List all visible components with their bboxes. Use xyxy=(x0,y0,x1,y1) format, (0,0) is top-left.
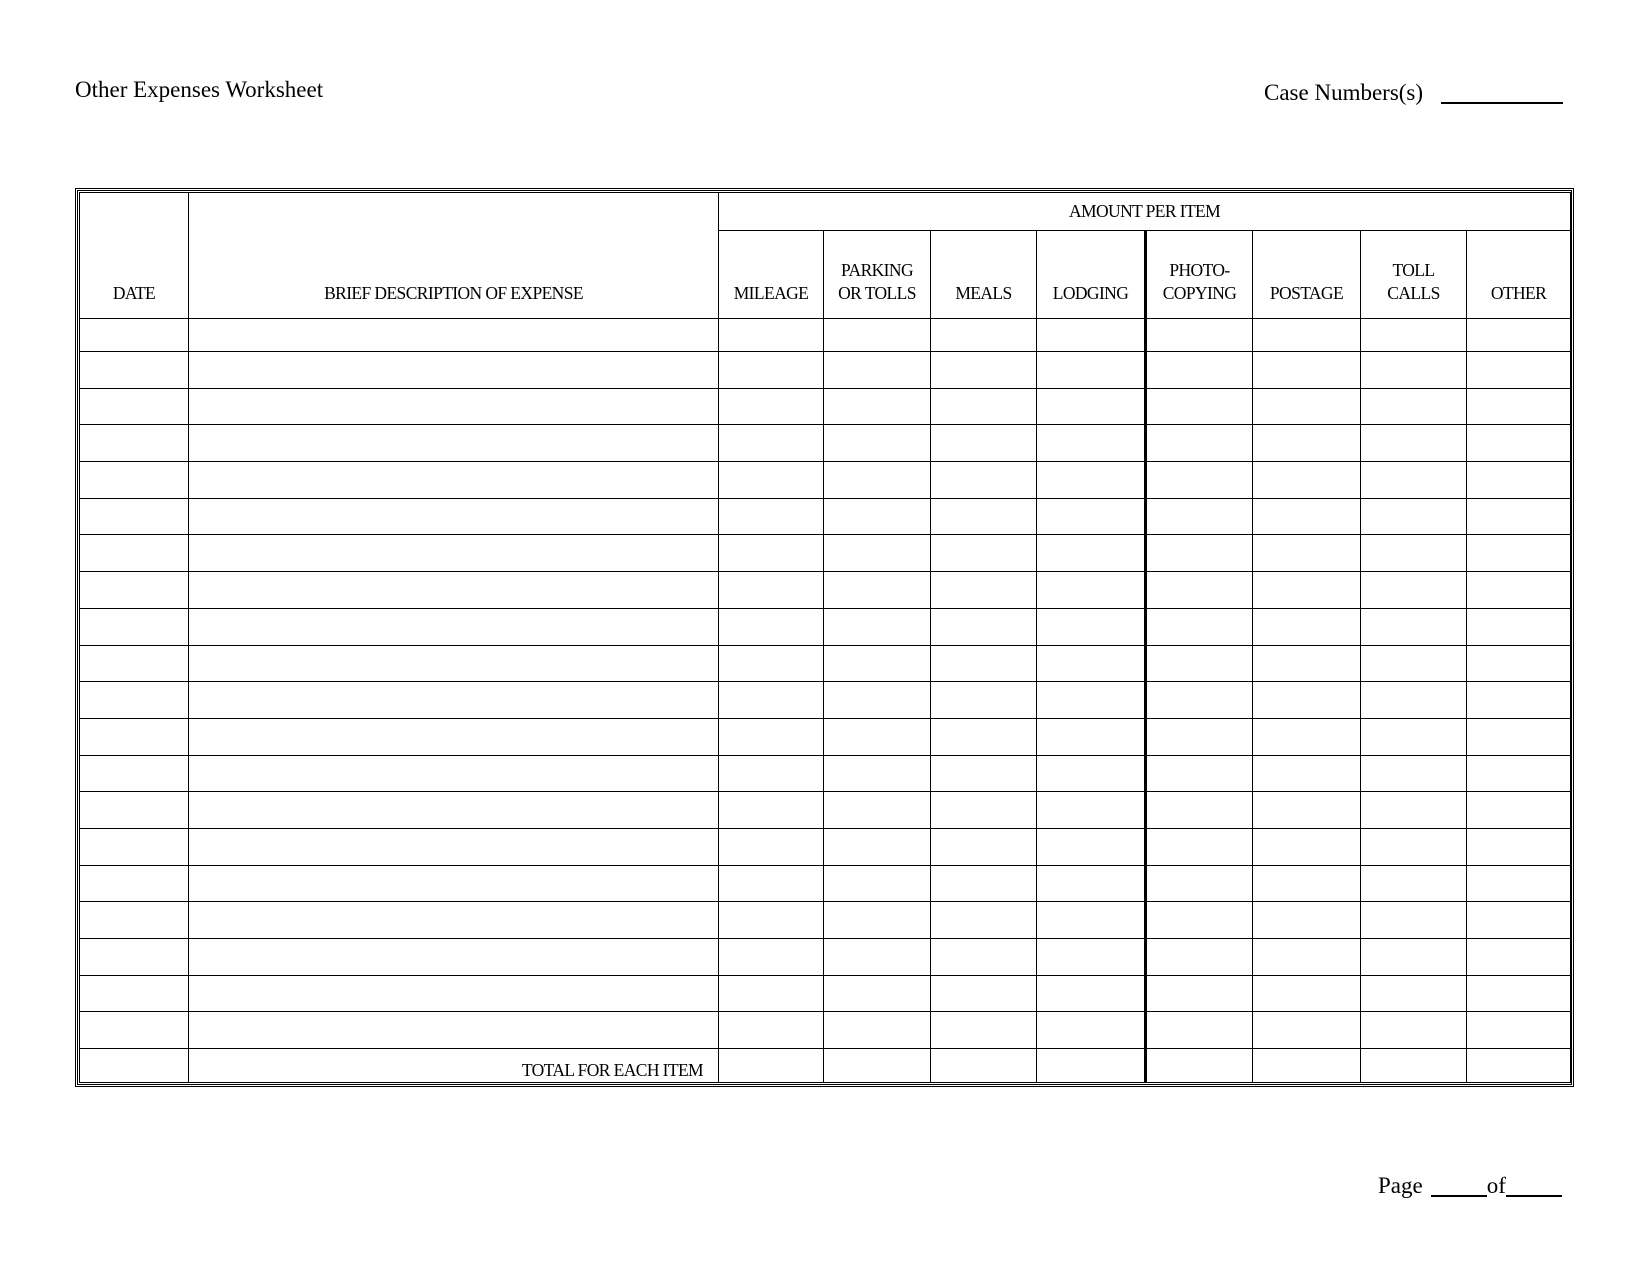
page-number-blank[interactable] xyxy=(1431,1173,1487,1197)
photocopying-cell[interactable] xyxy=(1146,755,1253,792)
total-other-cell[interactable] xyxy=(1467,1049,1571,1083)
other-cell[interactable] xyxy=(1467,939,1571,976)
date-cell[interactable] xyxy=(80,718,189,755)
other-cell[interactable] xyxy=(1467,718,1571,755)
description-cell[interactable] xyxy=(189,462,719,499)
date-cell[interactable] xyxy=(80,572,189,609)
description-cell[interactable] xyxy=(189,792,719,829)
meals-cell[interactable] xyxy=(931,498,1037,535)
other-cell[interactable] xyxy=(1467,755,1571,792)
toll-calls-cell[interactable] xyxy=(1361,319,1467,352)
total-parking-cell[interactable] xyxy=(824,1049,931,1083)
toll-calls-cell[interactable] xyxy=(1361,608,1467,645)
photocopying-cell[interactable] xyxy=(1146,1012,1253,1049)
lodging-cell[interactable] xyxy=(1037,792,1146,829)
lodging-cell[interactable] xyxy=(1037,939,1146,976)
toll-calls-cell[interactable] xyxy=(1361,535,1467,572)
other-cell[interactable] xyxy=(1467,792,1571,829)
description-cell[interactable] xyxy=(189,388,719,425)
postage-cell[interactable] xyxy=(1253,572,1361,609)
meals-cell[interactable] xyxy=(931,865,1037,902)
mileage-cell[interactable] xyxy=(719,828,824,865)
date-cell[interactable] xyxy=(80,975,189,1012)
parking-tolls-cell[interactable] xyxy=(824,608,931,645)
meals-cell[interactable] xyxy=(931,352,1037,389)
toll-calls-cell[interactable] xyxy=(1361,792,1467,829)
lodging-cell[interactable] xyxy=(1037,645,1146,682)
other-cell[interactable] xyxy=(1467,828,1571,865)
lodging-cell[interactable] xyxy=(1037,535,1146,572)
table-row xyxy=(80,608,1571,645)
expense-table xyxy=(79,192,1571,1083)
photocopying-cell[interactable] xyxy=(1146,645,1253,682)
lodging-cell[interactable] xyxy=(1037,718,1146,755)
meals-cell[interactable] xyxy=(931,572,1037,609)
table-body xyxy=(80,319,1571,1049)
parking-tolls-cell[interactable] xyxy=(824,902,931,939)
meals-cell[interactable] xyxy=(931,425,1037,462)
header-meals: MEALS xyxy=(931,230,1037,319)
description-cell[interactable] xyxy=(189,535,719,572)
table-row xyxy=(80,792,1571,829)
photocopying-cell[interactable] xyxy=(1146,975,1253,1012)
mileage-cell[interactable] xyxy=(719,865,824,902)
header-lodging: LODGING xyxy=(1037,230,1146,319)
page-number-field xyxy=(1378,1173,1562,1197)
total-meals-cell[interactable] xyxy=(931,1049,1037,1083)
description-cell[interactable] xyxy=(189,939,719,976)
date-cell[interactable] xyxy=(80,682,189,719)
parking-tolls-cell[interactable] xyxy=(824,939,931,976)
postage-cell[interactable] xyxy=(1253,535,1361,572)
description-cell[interactable] xyxy=(189,425,719,462)
toll-calls-cell[interactable] xyxy=(1361,939,1467,976)
table-row xyxy=(80,682,1571,719)
photocopying-cell[interactable] xyxy=(1146,865,1253,902)
photocopying-cell[interactable] xyxy=(1146,608,1253,645)
toll-calls-cell[interactable] xyxy=(1361,425,1467,462)
meals-cell[interactable] xyxy=(931,608,1037,645)
toll-calls-cell[interactable] xyxy=(1361,645,1467,682)
postage-cell[interactable] xyxy=(1253,718,1361,755)
postage-cell[interactable] xyxy=(1253,462,1361,499)
photocopying-cell[interactable] xyxy=(1146,498,1253,535)
mileage-cell[interactable] xyxy=(719,425,824,462)
parking-tolls-cell[interactable] xyxy=(824,319,931,352)
postage-cell[interactable] xyxy=(1253,352,1361,389)
postage-cell[interactable] xyxy=(1253,388,1361,425)
meals-cell[interactable] xyxy=(931,682,1037,719)
meals-cell[interactable] xyxy=(931,388,1037,425)
mileage-cell[interactable] xyxy=(719,498,824,535)
meals-cell[interactable] xyxy=(931,1012,1037,1049)
case-number-blank[interactable] xyxy=(1441,78,1563,104)
mileage-cell[interactable] xyxy=(719,718,824,755)
case-number-field xyxy=(1264,78,1563,104)
other-cell[interactable] xyxy=(1467,535,1571,572)
date-cell[interactable] xyxy=(80,792,189,829)
table-row xyxy=(80,425,1571,462)
other-cell[interactable] xyxy=(1467,462,1571,499)
postage-cell[interactable] xyxy=(1253,939,1361,976)
other-cell[interactable] xyxy=(1467,865,1571,902)
description-cell[interactable] xyxy=(189,645,719,682)
total-lodging-cell[interactable] xyxy=(1037,1049,1146,1083)
total-postage-cell[interactable] xyxy=(1253,1049,1361,1083)
table-row xyxy=(80,828,1571,865)
mileage-cell[interactable] xyxy=(719,462,824,499)
date-cell[interactable] xyxy=(80,425,189,462)
description-cell[interactable] xyxy=(189,682,719,719)
meals-cell[interactable] xyxy=(931,939,1037,976)
postage-cell[interactable] xyxy=(1253,865,1361,902)
photocopying-cell[interactable] xyxy=(1146,902,1253,939)
lodging-cell[interactable] xyxy=(1037,352,1146,389)
header-other: OTHER xyxy=(1467,230,1571,319)
parking-tolls-cell[interactable] xyxy=(824,865,931,902)
description-cell[interactable] xyxy=(189,718,719,755)
mileage-cell[interactable] xyxy=(719,608,824,645)
parking-tolls-cell[interactable] xyxy=(824,352,931,389)
other-cell[interactable] xyxy=(1467,608,1571,645)
parking-tolls-cell[interactable] xyxy=(824,388,931,425)
table-row xyxy=(80,645,1571,682)
date-cell[interactable] xyxy=(80,535,189,572)
lodging-cell[interactable] xyxy=(1037,388,1146,425)
date-cell[interactable] xyxy=(80,462,189,499)
other-cell[interactable] xyxy=(1467,425,1571,462)
toll-calls-cell[interactable] xyxy=(1361,462,1467,499)
parking-tolls-cell[interactable] xyxy=(824,975,931,1012)
mileage-cell[interactable] xyxy=(719,939,824,976)
lodging-cell[interactable] xyxy=(1037,975,1146,1012)
total-label: TOTAL FOR EACH ITEM xyxy=(189,1049,719,1083)
toll-calls-cell[interactable] xyxy=(1361,682,1467,719)
toll-calls-cell[interactable] xyxy=(1361,498,1467,535)
toll-calls-cell[interactable] xyxy=(1361,352,1467,389)
table-row xyxy=(80,1012,1571,1049)
lodging-cell[interactable] xyxy=(1037,319,1146,352)
photocopying-cell[interactable] xyxy=(1146,828,1253,865)
description-cell[interactable] xyxy=(189,572,719,609)
photocopying-cell[interactable] xyxy=(1146,572,1253,609)
other-cell[interactable] xyxy=(1467,682,1571,719)
header-description: BRIEF DESCRIPTION OF EXPENSE xyxy=(189,193,719,319)
other-cell[interactable] xyxy=(1467,1012,1571,1049)
table-row xyxy=(80,865,1571,902)
of-label: of xyxy=(1486,1173,1506,1198)
lodging-cell[interactable] xyxy=(1037,608,1146,645)
toll-calls-cell[interactable] xyxy=(1361,975,1467,1012)
date-cell[interactable] xyxy=(80,1012,189,1049)
description-cell[interactable] xyxy=(189,1012,719,1049)
description-cell[interactable] xyxy=(189,975,719,1012)
meals-cell[interactable] xyxy=(931,462,1037,499)
other-cell[interactable] xyxy=(1467,498,1571,535)
mileage-cell[interactable] xyxy=(719,319,824,352)
other-cell[interactable] xyxy=(1467,902,1571,939)
description-cell[interactable] xyxy=(189,498,719,535)
postage-cell[interactable] xyxy=(1253,828,1361,865)
postage-cell[interactable] xyxy=(1253,319,1361,352)
photocopying-cell[interactable] xyxy=(1146,425,1253,462)
meals-cell[interactable] xyxy=(931,975,1037,1012)
total-photocopying-cell[interactable] xyxy=(1146,1049,1253,1083)
mileage-cell[interactable] xyxy=(719,352,824,389)
date-cell[interactable] xyxy=(80,939,189,976)
header-parking-tolls: PARKING OR TOLLS xyxy=(824,230,931,319)
parking-tolls-cell[interactable] xyxy=(824,755,931,792)
parking-tolls-cell[interactable] xyxy=(824,535,931,572)
case-number-label: Case Numbers(s) xyxy=(1264,80,1424,105)
parking-tolls-cell[interactable] xyxy=(824,462,931,499)
mileage-cell[interactable] xyxy=(719,755,824,792)
header-amount-per-item: AMOUNT PER ITEM xyxy=(719,193,1571,231)
parking-tolls-cell[interactable] xyxy=(824,572,931,609)
meals-cell[interactable] xyxy=(931,645,1037,682)
page-label: Page xyxy=(1378,1173,1423,1198)
toll-calls-cell[interactable] xyxy=(1361,572,1467,609)
other-cell[interactable] xyxy=(1467,572,1571,609)
description-cell[interactable] xyxy=(189,902,719,939)
table-row xyxy=(80,352,1571,389)
description-cell[interactable] xyxy=(189,319,719,352)
parking-tolls-cell[interactable] xyxy=(824,645,931,682)
description-cell[interactable] xyxy=(189,828,719,865)
meals-cell[interactable] xyxy=(931,319,1037,352)
meals-cell[interactable] xyxy=(931,755,1037,792)
other-cell[interactable] xyxy=(1467,352,1571,389)
header-toll-calls: TOLL CALLS xyxy=(1361,230,1467,319)
lodging-cell[interactable] xyxy=(1037,498,1146,535)
table-row xyxy=(80,939,1571,976)
toll-calls-cell[interactable] xyxy=(1361,1012,1467,1049)
lodging-cell[interactable] xyxy=(1037,462,1146,499)
meals-cell[interactable] xyxy=(931,535,1037,572)
page-title: Other Expenses Worksheet xyxy=(75,77,324,102)
parking-tolls-cell[interactable] xyxy=(824,682,931,719)
total-row xyxy=(80,1049,1571,1083)
mileage-cell[interactable] xyxy=(719,792,824,829)
header-date: DATE xyxy=(80,193,189,319)
expense-table-frame xyxy=(75,188,1574,1087)
postage-cell[interactable] xyxy=(1253,792,1361,829)
photocopying-cell[interactable] xyxy=(1146,682,1253,719)
other-cell[interactable] xyxy=(1467,388,1571,425)
parking-tolls-cell[interactable] xyxy=(824,792,931,829)
postage-cell[interactable] xyxy=(1253,902,1361,939)
photocopying-cell[interactable] xyxy=(1146,352,1253,389)
mileage-cell[interactable] xyxy=(719,902,824,939)
table-row xyxy=(80,462,1571,499)
postage-cell[interactable] xyxy=(1253,645,1361,682)
photocopying-cell[interactable] xyxy=(1146,388,1253,425)
mileage-cell[interactable] xyxy=(719,645,824,682)
parking-tolls-cell[interactable] xyxy=(824,498,931,535)
table-row xyxy=(80,755,1571,792)
page-total-blank[interactable] xyxy=(1506,1173,1562,1197)
parking-tolls-cell[interactable] xyxy=(824,1012,931,1049)
date-cell[interactable] xyxy=(80,865,189,902)
parking-tolls-cell[interactable] xyxy=(824,718,931,755)
mileage-cell[interactable] xyxy=(719,572,824,609)
date-cell[interactable] xyxy=(80,645,189,682)
description-cell[interactable] xyxy=(189,865,719,902)
meals-cell[interactable] xyxy=(931,902,1037,939)
lodging-cell[interactable] xyxy=(1037,1012,1146,1049)
lodging-cell[interactable] xyxy=(1037,682,1146,719)
date-cell[interactable] xyxy=(80,388,189,425)
header-postage: POSTAGE xyxy=(1253,230,1361,319)
meals-cell[interactable] xyxy=(931,792,1037,829)
date-cell[interactable] xyxy=(80,352,189,389)
postage-cell[interactable] xyxy=(1253,498,1361,535)
postage-cell[interactable] xyxy=(1253,682,1361,719)
meals-cell[interactable] xyxy=(931,828,1037,865)
header-mileage: MILEAGE xyxy=(719,230,824,319)
mileage-cell[interactable] xyxy=(719,1012,824,1049)
table-row xyxy=(80,902,1571,939)
lodging-cell[interactable] xyxy=(1037,902,1146,939)
photocopying-cell[interactable] xyxy=(1146,319,1253,352)
mileage-cell[interactable] xyxy=(719,388,824,425)
lodging-cell[interactable] xyxy=(1037,572,1146,609)
date-cell[interactable] xyxy=(80,608,189,645)
parking-tolls-cell[interactable] xyxy=(824,425,931,462)
postage-cell[interactable] xyxy=(1253,975,1361,1012)
photocopying-cell[interactable] xyxy=(1146,462,1253,499)
total-mileage-cell[interactable] xyxy=(719,1049,824,1083)
postage-cell[interactable] xyxy=(1253,608,1361,645)
other-cell[interactable] xyxy=(1467,319,1571,352)
table-row xyxy=(80,319,1571,352)
lodging-cell[interactable] xyxy=(1037,828,1146,865)
mileage-cell[interactable] xyxy=(719,682,824,719)
photocopying-cell[interactable] xyxy=(1146,792,1253,829)
description-cell[interactable] xyxy=(189,755,719,792)
total-toll-calls-cell[interactable] xyxy=(1361,1049,1467,1083)
table-row xyxy=(80,975,1571,1012)
toll-calls-cell[interactable] xyxy=(1361,388,1467,425)
toll-calls-cell[interactable] xyxy=(1361,828,1467,865)
lodging-cell[interactable] xyxy=(1037,755,1146,792)
other-cell[interactable] xyxy=(1467,975,1571,1012)
toll-calls-cell[interactable] xyxy=(1361,902,1467,939)
table-row xyxy=(80,388,1571,425)
postage-cell[interactable] xyxy=(1253,1012,1361,1049)
table-row xyxy=(80,572,1571,609)
date-cell[interactable] xyxy=(80,319,189,352)
total-date-cell[interactable] xyxy=(80,1049,189,1083)
table-row xyxy=(80,718,1571,755)
table-row xyxy=(80,535,1571,572)
toll-calls-cell[interactable] xyxy=(1361,718,1467,755)
postage-cell[interactable] xyxy=(1253,755,1361,792)
meals-cell[interactable] xyxy=(931,718,1037,755)
lodging-cell[interactable] xyxy=(1037,865,1146,902)
toll-calls-cell[interactable] xyxy=(1361,755,1467,792)
header-photocopying: PHOTO- COPYING xyxy=(1146,230,1253,319)
table-row xyxy=(80,498,1571,535)
date-cell[interactable] xyxy=(80,902,189,939)
description-cell[interactable] xyxy=(189,352,719,389)
toll-calls-cell[interactable] xyxy=(1361,865,1467,902)
lodging-cell[interactable] xyxy=(1037,425,1146,462)
date-cell[interactable] xyxy=(80,828,189,865)
other-cell[interactable] xyxy=(1467,645,1571,682)
description-cell[interactable] xyxy=(189,608,719,645)
photocopying-cell[interactable] xyxy=(1146,535,1253,572)
photocopying-cell[interactable] xyxy=(1146,718,1253,755)
date-cell[interactable] xyxy=(80,755,189,792)
mileage-cell[interactable] xyxy=(719,535,824,572)
mileage-cell[interactable] xyxy=(719,975,824,1012)
photocopying-cell[interactable] xyxy=(1146,939,1253,976)
parking-tolls-cell[interactable] xyxy=(824,828,931,865)
postage-cell[interactable] xyxy=(1253,425,1361,462)
date-cell[interactable] xyxy=(80,498,189,535)
